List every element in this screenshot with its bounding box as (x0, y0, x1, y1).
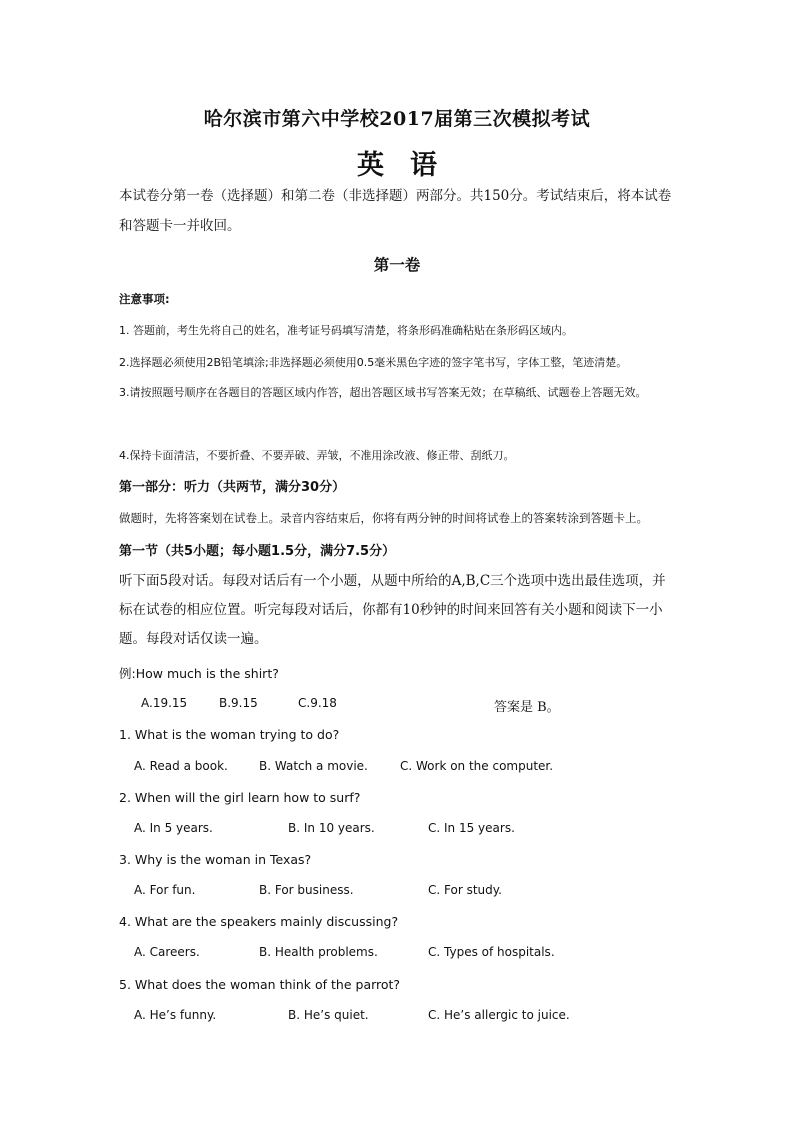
note-item: 3.请按照题号顺序在各题目的答题区域内作答，超出答题区域书写答案无效；在草稿纸、试题卷上答题无效。 (119, 386, 647, 399)
example-option: A.19.15 (141, 696, 188, 710)
question-text: 5. What does the woman think of the parrot? (119, 977, 401, 992)
question-option: C. In 15 years. (428, 821, 515, 835)
question-option: A. For fun. (134, 883, 196, 897)
question-option: B. For business. (259, 883, 354, 897)
question-option: C. Types of hospitals. (428, 945, 555, 959)
question-option: B. Watch a movie. (259, 759, 368, 773)
question-option: A. In 5 years. (134, 821, 213, 835)
section-description: 听下面5段对话。每段对话后有一个小题，从题中所给的A,B,C三个选项中选出最佳选项，并标在试卷的相应位置。听完每段对话后，你都有10秒钟的时间来回答有关小题和阅读下一小题。每段对话仅读一遍。 (119, 573, 666, 647)
subject-title: 英语 (357, 150, 463, 181)
example-question: 例:How much is the shirt? (119, 666, 279, 681)
part-heading: 第一部分：听力（共两节，满分30分） (119, 480, 346, 495)
part-description: 做题时，先将答案划在试卷上。录音内容结束后，你将有两分钟的时间将试卷上的答案转涂到答题卡上。 (119, 511, 648, 525)
question-text: 4. What are the speakers mainly discussing? (119, 914, 399, 929)
question-option: B. In 10 years. (288, 821, 375, 835)
section-heading: 第一节（共5小题；每小题1.5分，满分7.5分） (119, 544, 396, 559)
notes-heading: 注意事项: (119, 292, 170, 306)
example-answer: 答案是 B。 (494, 700, 560, 715)
note-item: 4.保持卡面清洁，不要折叠、不要弄破、弄皱，不准用涂改液、修正带、刮纸刀。 (119, 449, 515, 462)
question-option: C. He’s allergic to juice. (428, 1008, 570, 1022)
example-option: C.9.18 (298, 696, 337, 710)
question-option: C. For study. (428, 883, 502, 897)
question-text: 3. Why is the woman in Texas? (119, 852, 312, 867)
question-option: A. Read a book. (134, 759, 228, 773)
note-item: 1. 答题前，考生先将自己的姓名，准考证号码填写清楚，将条形码准确粘贴在条形码区域内。 (119, 324, 573, 337)
question-option: C. Work on the computer. (400, 759, 554, 773)
question-option: B. Health problems. (259, 945, 378, 959)
question-text: 2. When will the girl learn how to surf? (119, 790, 361, 805)
question-option: A. Careers. (134, 945, 200, 959)
question-option: A. He’s funny. (134, 1008, 217, 1022)
note-item: 2.选择题必须使用2B铅笔填涂;非选择题必须使用0.5毫米黑色字迹的签字笔书写，字体工整，笔迹清楚。 (119, 356, 628, 369)
volume-title: 第一卷 (373, 255, 421, 274)
example-option: B.9.15 (219, 696, 258, 710)
exam-title: 哈尔滨市第六中学校2017届第三次模拟考试 (203, 108, 591, 130)
exam-intro: 本试卷分第一卷（选择题）和第二卷（非选择题）两部分。共150分。考试结束后，将本试卷和答题卡一并收回。 (119, 188, 672, 234)
question-option: B. He’s quiet. (288, 1008, 369, 1022)
question-text: 1. What is the woman trying to do? (119, 727, 340, 742)
